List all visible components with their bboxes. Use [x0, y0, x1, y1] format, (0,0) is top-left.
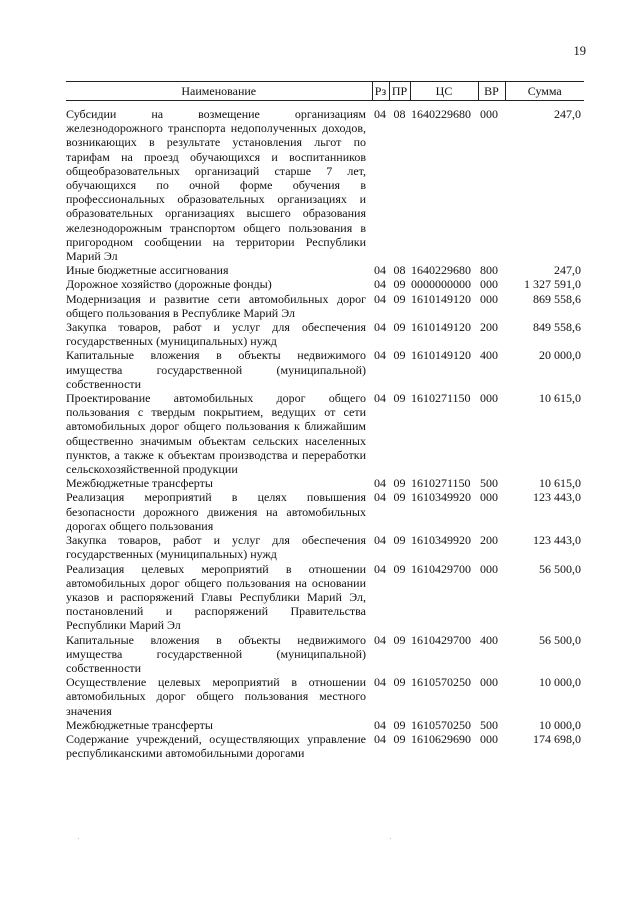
cell-vr: 000: [480, 561, 498, 576]
cell-pr: 09: [393, 320, 406, 335]
cell-vr: 800: [480, 263, 498, 278]
table-row: [66, 718, 584, 732]
cell-sum: 247,0: [554, 107, 581, 121]
cell-pr: 09: [393, 291, 406, 306]
cell-cs: 1610149120: [411, 291, 471, 306]
header-sum: Сумма: [505, 82, 584, 101]
cell-sum: 10 000,0: [539, 675, 581, 690]
scan-speck: [78, 838, 79, 839]
cell-vr: 200: [480, 533, 498, 548]
cell-name: Капитальные вложения в объекты недвижимого имущества государственной (муниципальной) собственности: [66, 632, 366, 675]
cell-pr: 09: [393, 476, 406, 491]
cell-rz: 04: [374, 731, 386, 746]
cell-pr: 09: [393, 675, 406, 690]
cell-sum: 174 698,0: [533, 731, 581, 746]
cell-pr: 09: [393, 490, 406, 505]
table-row: [66, 675, 584, 718]
cell-rz: 04: [374, 675, 386, 690]
cell-vr: 500: [480, 476, 498, 491]
cell-cs: 1610149120: [411, 320, 471, 335]
cell-name: Межбюджетные трансферты: [66, 717, 213, 732]
cell-rz: 04: [374, 632, 386, 647]
cell-pr: 09: [393, 731, 406, 746]
page-number: 19: [573, 44, 586, 58]
cell-rz: 04: [374, 348, 386, 363]
cell-name: Проектирование автомобильных дорог общего пользования с твердым покрытием, ведущих от сети автомобильных дорог общего пользования к ближайшим общественно значимым объектам сельских населенных пунктов, а также к объектам производства и переработки сельскохозяйственной продукции: [66, 391, 366, 477]
cell-name: Реализация мероприятий в целях повышения безопасности дорожного движения на автомобильных дорогах общего пользования: [66, 490, 366, 533]
table-row: [66, 263, 584, 277]
cell-cs: 1640229680: [411, 107, 471, 121]
cell-sum: 123 443,0: [533, 533, 581, 548]
cell-sum: 123 443,0: [533, 490, 581, 505]
cell-name: Реализация целевых мероприятий в отношении автомобильных дорог общего пользования на основании указов и распоряжений Главы Республики Марий Эл, постановлений и распоряжений Правительства Республики Марий Эл: [66, 561, 366, 633]
cell-pr: 08: [393, 107, 406, 121]
cell-cs: 1610429700: [411, 561, 471, 576]
table-body: [66, 101, 584, 761]
cell-rz: 04: [374, 291, 386, 306]
cell-rz: 04: [374, 717, 386, 732]
table-row: [66, 391, 584, 476]
cell-vr: 500: [480, 717, 498, 732]
cell-pr: 09: [393, 561, 406, 576]
table-row: [66, 562, 584, 633]
cell-name: Иные бюджетные ассигнования: [66, 263, 229, 278]
cell-sum: 10 615,0: [539, 476, 581, 491]
cell-sum: 1 327 591,0: [524, 277, 581, 292]
table-header-row: [66, 82, 584, 101]
cell-rz: 04: [374, 320, 386, 335]
header-name: Наименование: [66, 82, 372, 101]
cell-rz: 04: [374, 561, 386, 576]
cell-rz: 04: [374, 107, 386, 121]
cell-pr: 09: [393, 632, 406, 647]
cell-vr: 000: [480, 107, 498, 121]
cell-vr: 200: [480, 320, 498, 335]
cell-name: Содержание учреждений, осуществляющих управление республиканскими автомобильными дорогами: [66, 731, 366, 761]
cell-name: Осуществление целевых мероприятий в отношении автомобильных дорог общего пользования местного значения: [66, 675, 366, 718]
header-pr: ПР: [389, 82, 410, 101]
cell-cs: 1610570250: [411, 717, 471, 732]
table-row: [66, 732, 584, 760]
table-row: [66, 320, 584, 348]
cell-cs: 1610271150: [411, 391, 471, 406]
cell-sum: 247,0: [554, 263, 581, 278]
cell-name: Закупка товаров, работ и услуг для обеспечения государственных (муниципальных) нужд: [66, 320, 366, 349]
cell-vr: 000: [480, 391, 498, 406]
cell-rz: 04: [374, 391, 386, 406]
cell-sum: 56 500,0: [539, 561, 581, 576]
cell-sum: 10 615,0: [539, 391, 581, 406]
cell-cs: 1610149120: [411, 348, 471, 363]
cell-name: Закупка товаров, работ и услуг для обеспечения государственных (муниципальных) нужд: [66, 533, 366, 562]
cell-cs: 1610629690: [411, 731, 471, 746]
cell-cs: 1610349920: [411, 533, 471, 548]
cell-cs: 1610271150: [411, 476, 471, 491]
table-row: [66, 348, 584, 391]
cell-vr: 000: [480, 277, 498, 292]
cell-cs: 1610570250: [411, 675, 471, 690]
cell-cs: 0000000000: [411, 277, 471, 292]
cell-pr: 09: [393, 277, 406, 292]
cell-cs: 1640229680: [411, 263, 471, 278]
cell-rz: 04: [374, 476, 386, 491]
cell-rz: 04: [374, 263, 386, 278]
cell-rz: 04: [374, 533, 386, 548]
cell-sum: 20 000,0: [539, 348, 581, 363]
table-row: [66, 476, 584, 490]
cell-name: Капитальные вложения в объекты недвижимого имущества государственной (муниципальной) собственности: [66, 348, 366, 391]
cell-sum: 849 558,6: [533, 320, 581, 335]
table-row: [66, 292, 584, 320]
cell-pr: 08: [393, 263, 406, 278]
cell-pr: 09: [393, 533, 406, 548]
cell-pr: 09: [393, 391, 406, 406]
cell-sum: 56 500,0: [539, 632, 581, 647]
table-row: [66, 533, 584, 561]
cell-cs: 1610349920: [411, 490, 471, 505]
header-cs: ЦС: [410, 82, 478, 101]
cell-rz: 04: [374, 490, 386, 505]
table-row: [66, 101, 584, 264]
cell-cs: 1610429700: [411, 632, 471, 647]
cell-vr: 000: [480, 731, 498, 746]
cell-rz: 04: [374, 277, 386, 292]
scan-speck: [390, 838, 391, 839]
cell-vr: 400: [480, 348, 498, 363]
cell-name: Модернизация и развитие сети автомобильных дорог общего пользования в Республике Марий Эл: [66, 291, 366, 320]
cell-pr: 09: [393, 717, 406, 732]
header-rz: Рз: [372, 82, 389, 101]
table-row: [66, 277, 584, 291]
cell-vr: 000: [480, 291, 498, 306]
cell-name: Субсидии на возмещение организациям железнодорожного транспорта недополученных доходов, возникающих в результате установления льгот по тарифам на проезд обучающихся и воспитанников общеобразовательных организаций старше 7 лет, обучающихся по очной форме обучения в профессиональных образовательных организациях и образовательных организациях высшего образования железнодорожным транспортом общего пользования в пригородном сообщении на территории Республики Марий Эл: [66, 107, 366, 264]
cell-sum: 10 000,0: [539, 717, 581, 732]
cell-sum: 869 558,6: [533, 291, 581, 306]
table-row: [66, 490, 584, 533]
header-vr: ВР: [478, 82, 505, 101]
cell-name: Межбюджетные трансферты: [66, 476, 213, 491]
cell-vr: 000: [480, 490, 498, 505]
cell-vr: 000: [480, 675, 498, 690]
budget-table: [66, 81, 584, 760]
table-row: [66, 633, 584, 676]
cell-name: Дорожное хозяйство (дорожные фонды): [66, 277, 272, 292]
cell-vr: 400: [480, 632, 498, 647]
cell-pr: 09: [393, 348, 406, 363]
